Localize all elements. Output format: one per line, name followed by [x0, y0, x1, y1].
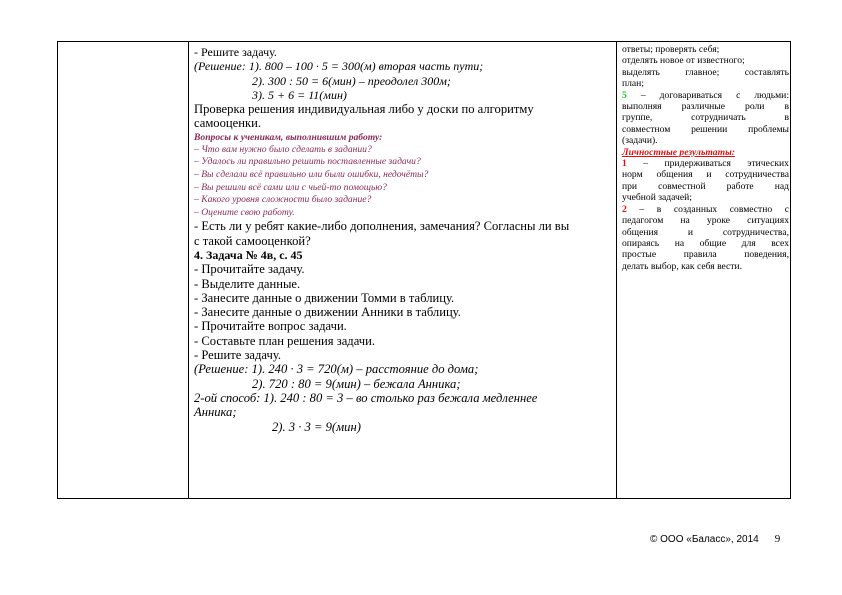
- check-text: Проверка решения индивидуальная либо у доски по алгоритму: [194, 102, 534, 117]
- personal-item-1: 1 – придерживаться этических: [622, 158, 789, 170]
- questions-header: Вопросы к ученикам, выполнившим работу:: [194, 131, 383, 143]
- personal-item-2: 2 – в созданных совместно с: [622, 203, 789, 215]
- instruction-line: - Есть ли у ребят какие-либо дополнения, замечания? Согласны ли вы: [194, 219, 570, 234]
- result-line: норм общения и сотрудничества: [622, 169, 789, 181]
- question-item: – Удалось ли правильно решить поставленные задачи?: [194, 156, 421, 168]
- instruction-line: с такой самооценкой?: [194, 233, 311, 248]
- result-line: отделять новое от известного;: [622, 55, 745, 67]
- result-line: выполняя различные роли в: [622, 101, 789, 113]
- step-item: - Прочитайте вопрос задачи.: [194, 319, 347, 334]
- result-line: при совместной работе над: [622, 180, 789, 192]
- result-line: ответы; проверять себя;: [622, 44, 720, 55]
- question-item: – Вы сделали всё правильно или были ошибки, недочёты?: [194, 168, 429, 180]
- result-line: план;: [622, 78, 644, 90]
- step-item: - Прочитайте задачу.: [194, 262, 305, 277]
- lesson-steps-cell: [189, 42, 616, 498]
- result-line: учебной задачей;: [622, 192, 692, 204]
- solution-line: 2). 720 : 80 = 9(мин) – бежала Анника;: [252, 376, 461, 391]
- step-item: - Занесите данные о движении Томми в таблицу.: [194, 290, 455, 305]
- page-number: 9: [774, 533, 781, 545]
- result-number: 1: [622, 158, 627, 170]
- step-item: - Составьте план решения задачи.: [194, 333, 376, 348]
- result-number: 5: [622, 89, 627, 101]
- question-item: – Какого уровня сложности было задание?: [194, 194, 372, 206]
- result-line: выделять главное; составлять: [622, 66, 789, 78]
- result-line: группе, сотрудничать в: [622, 112, 789, 124]
- result-line: совместном решении проблемы: [622, 123, 789, 135]
- copyright: © ООО «Баласс», 2014: [650, 534, 759, 545]
- question-item: – Что вам нужно было сделать в задании?: [194, 143, 372, 155]
- solution-line: 2-ой способ: 1). 240 : 80 = 3 – во столько раз бежала медленнее: [194, 390, 538, 405]
- step-item: - Занесите данные о движении Анники в таблицу.: [194, 305, 461, 320]
- solution-line: (Решение: 1). 800 – 100 · 5 = 300(м) вторая часть пути;: [194, 59, 484, 74]
- solution-line: (Решение: 1). 240 · 3 = 720(м) – расстояние до дома;: [194, 362, 479, 377]
- result-line: простые правила поведения,: [622, 249, 789, 261]
- personal-results-header: Личностные результаты:: [622, 146, 735, 158]
- check-text: самооценки.: [194, 116, 261, 131]
- result-line: опираясь на общие для всех: [622, 237, 789, 249]
- result-line: (задачи).: [622, 135, 658, 147]
- result-line: общения и сотрудничества,: [622, 226, 789, 238]
- result-number: 2: [622, 203, 627, 215]
- question-item: – Вы решили всё сами или с чьей-то помощью?: [194, 181, 387, 193]
- results-cell: [619, 42, 791, 498]
- column-divider-right: [616, 42, 617, 498]
- solution-line: Анника;: [194, 405, 237, 420]
- step-item: - Выделите данные.: [194, 276, 301, 291]
- step-item: - Решите задачу.: [194, 348, 282, 363]
- task-header: 4. Задача № 4в, с. 45: [194, 247, 303, 262]
- result-line: педагогом на уроке ситуациях: [622, 215, 789, 227]
- page-footer: [650, 533, 780, 545]
- solution-line: 2). 3 · 3 = 9(мин): [272, 419, 361, 434]
- result-item-5: 5 – договариваться с людьми:: [622, 89, 789, 101]
- lesson-table: [57, 41, 791, 499]
- result-line: делать выбор, как себя вести.: [622, 260, 743, 272]
- solution-line: 3). 5 + 6 = 11(мин): [252, 87, 347, 102]
- solution-line: 2). 300 : 50 = 6(мин) – преодолел 300м;: [252, 73, 451, 88]
- instruction-line: - Решите задачу.: [194, 45, 277, 59]
- question-item: – Оцените свою работу.: [194, 206, 295, 218]
